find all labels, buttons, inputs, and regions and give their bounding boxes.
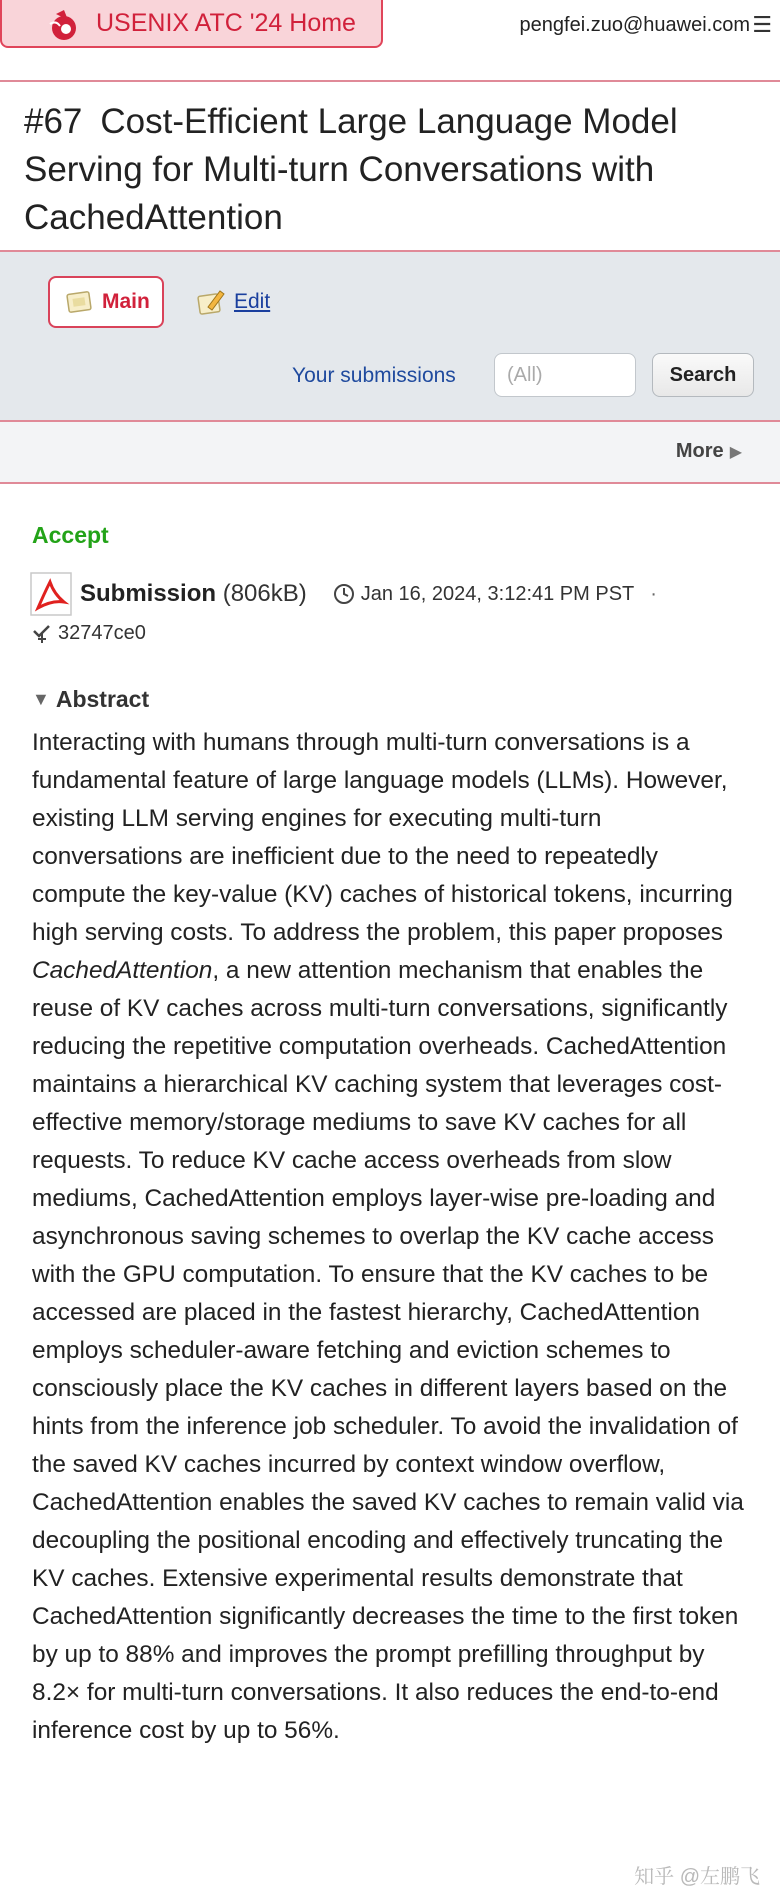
home-label: USENIX ATC '24 Home	[96, 8, 356, 37]
abstract-toggle[interactable]	[32, 686, 149, 713]
home-link[interactable]	[0, 0, 383, 48]
triangle-right-icon: ▶	[729, 444, 742, 461]
pdf-icon[interactable]	[30, 572, 72, 616]
tab-edit[interactable]	[196, 276, 270, 328]
your-submissions-link[interactable]: Your submissions	[292, 364, 456, 387]
watermark: 知乎 @左鹏飞	[634, 1866, 760, 1888]
paper-nav-panel	[0, 252, 780, 420]
hash-row	[32, 622, 146, 645]
title-area	[0, 82, 780, 250]
divider	[0, 482, 780, 484]
main-doc-icon	[64, 287, 94, 317]
separator-dot: ·	[650, 582, 657, 605]
search-button[interactable]: Search	[652, 353, 754, 397]
top-bar	[0, 0, 780, 80]
menu-icon[interactable]: ☰	[752, 12, 772, 37]
checksum-icon	[32, 623, 52, 645]
decision-status: Accept	[32, 522, 109, 548]
tab-main[interactable]	[48, 276, 164, 328]
more-label: More	[675, 440, 724, 462]
edit-pencil-icon	[196, 287, 226, 317]
submission-label: Submission	[80, 580, 217, 607]
usenix-logo-icon	[46, 8, 82, 42]
paper-title: Cost-Efficient Large Language Model Serving for Multi-turn Conversations with CachedAttention	[24, 102, 678, 237]
paper-number: #67	[24, 102, 83, 141]
clock-icon	[333, 583, 355, 605]
user-email-link[interactable]: pengfei.zuo@huawei.com	[519, 14, 750, 36]
tab-main-label: Main	[102, 290, 150, 313]
triangle-down-icon: ▼	[32, 689, 50, 709]
page-title	[24, 98, 764, 242]
more-button[interactable]	[676, 440, 742, 463]
submission-row	[30, 572, 657, 616]
search-input[interactable]	[494, 353, 636, 397]
submission-size: (806kB)	[222, 580, 307, 607]
more-bar	[0, 422, 780, 482]
abstract-heading: Abstract	[55, 686, 150, 712]
submission-hash: 32747ce0	[58, 622, 146, 644]
abstract-text-before: Interacting with humans through multi-turn conversations is a fundamental feature of large language models (LLMs). However, existing LLM serving engines for executing multi-turn conversations are inefficient due to the need to repeatedly compute the key-value (KV) caches of historical tokens, incurring high serving costs. To address the problem, this paper proposes	[32, 729, 733, 946]
abstract-text-after: , a new attention mechanism that enables the reuse of KV caches across multi-turn conversations, significantly reducing the repetitive computation overheads. CachedAttention maintains a hierarchical KV caching system that leverages cost-effective memory/storage mediums to save KV caches for all requests. To reduce KV cache access overheads from slow mediums, CachedAttention employs layer-wise pre-loading and asynchronous saving schemes to overlap the KV cache access with the GPU computation. To ensure that the KV caches to be accessed are placed in the fastest hierarchy, CachedAttention employs scheduler-aware fetching and eviction schemes to consciously place the KV caches in different layers based on the hints from the inference job scheduler. To avoid the invalidation of the saved KV caches incurred by context window overflow, CachedAttention enables the saved KV caches to remain valid via decoupling the positional encoding and effectively truncating the KV caches. Extensive experimental results demonstrate that CachedAttention significantly decreases the time to the first token by up to 88% and improves the prompt prefilling throughput by 8.2× for multi-turn conversations. It also reduces the end-to-end inference cost by up to 56%.	[32, 957, 744, 1744]
abstract-text	[32, 724, 754, 1750]
abstract-emphasis: CachedAttention	[32, 957, 213, 984]
tab-edit-label: Edit	[234, 290, 271, 313]
submission-timestamp: Jan 16, 2024, 3:12:41 PM PST	[360, 582, 635, 605]
submission-link[interactable]	[80, 580, 307, 608]
